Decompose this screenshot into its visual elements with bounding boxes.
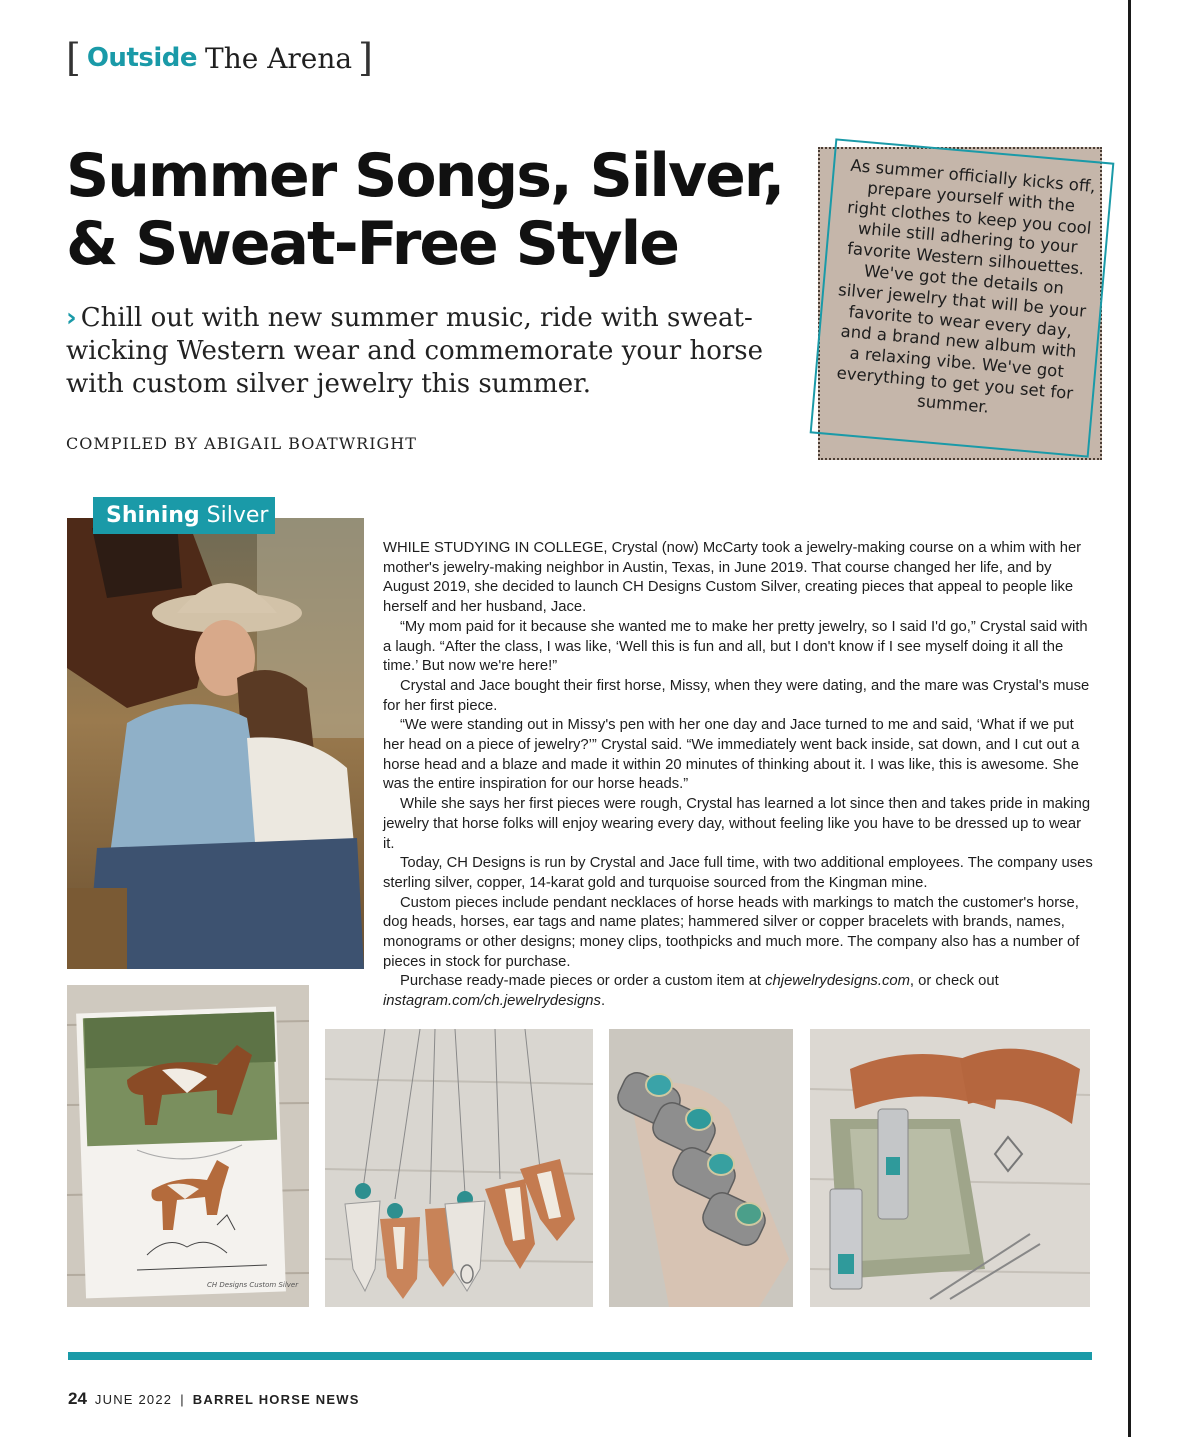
website-link[interactable]: chjewelrydesigns.com (765, 973, 910, 990)
article-paragraph: While she says her first pieces were rough, Crystal has learned a lot since then and takes pride in making jewelry that horse folks will enjoy wearing every day, without feeling like you have to be dressed up to wear it. (383, 796, 1091, 852)
chevron-right-icon: › (66, 303, 77, 333)
article-lead-in: WHILE STUDYING IN COLLEGE, (383, 540, 608, 556)
left-bracket-icon: [ (66, 36, 81, 80)
sidebar-text: As summer officially kicks off, prepare yourself with the right clothes to keep you cool while still adhering to your favorite Western silhouettes. We've got the details on silver jewelry that will be your favorite to wear every day, and a brand new album with a relaxing vibe. We've got everything to get you set for summer. (835, 155, 1097, 417)
page-edge-rule (1128, 0, 1131, 1437)
article-text: . (600, 993, 606, 1010)
horse-necklace-card-photo (67, 985, 309, 1307)
dek (66, 302, 796, 401)
card-caption: CH Designs Custom Silver (207, 1281, 299, 1289)
issue-date: JUNE 2022 (94, 1392, 173, 1407)
page-footer (68, 1389, 360, 1409)
turquoise-rings-photo (609, 1029, 793, 1307)
shining-silver-tag (93, 497, 275, 534)
article-body (383, 539, 1095, 1012)
right-bracket-icon: ] (358, 36, 373, 80)
article-text: Purchase ready-made pieces or order a custom item at (400, 973, 766, 990)
horse-head-necklaces-photo (325, 1029, 593, 1307)
magazine-name: BARREL HORSE NEWS (192, 1392, 360, 1407)
article-paragraph: Crystal and Jace bought their first horse, Missy, when they were dating, and the mare was Crystal's muse for her first piece. (383, 677, 1090, 714)
article-paragraph (383, 539, 1095, 618)
byline: COMPILED BY ABIGAIL BOATWRIGHT (66, 434, 417, 453)
article-paragraph (383, 972, 1095, 1011)
dek-text: Chill out with new summer music, ride with sweat-wicking Western wear and commemorate your horse with custom silver jewelry this summer. (66, 303, 764, 399)
section-label (66, 38, 373, 78)
instagram-link[interactable]: instagram.com/ch.jewelrydesigns (383, 993, 601, 1010)
tag-strong: Shining (106, 503, 200, 528)
headline-line-2: & Sweat-Free Style (66, 209, 678, 279)
section-label-rest: The Arena (205, 41, 353, 75)
tag-rest: Silver (206, 503, 269, 528)
article-text: Crystal (now) McCarty took a jewelry-making course on a whim with her mother's jewelry-making neighbor in Austin, Texas, in June 2019. That course changed her life, and by August 2019, she decided to launch CH Designs Custom Silver, creating pieces that appeal to people like herself and her husband, Jace. (383, 540, 1082, 616)
article-paragraph: “We were standing out in Missy's pen with her one day and Jace turned to me and said, ‘What if we put her head on a piece of jewelry?’” Crystal said. “We immediately went back inside, sat down, and I cut out a horse head and a blaze and made it within 20 minutes of thinking about it. I was like, this is awesome. She was the entire inspiration for our horse heads.” (383, 717, 1080, 793)
article-paragraph: “My mom paid for it because she wanted me to make her pretty jewelry, so I said I'd go,” Crystal said with a laugh. “After the class, I was like, ‘Well this is fun and all, but I don't know if I see myself doing it all the time.’ But now we're here!” (383, 618, 1088, 675)
couple-photo (67, 518, 364, 969)
article-text: , or check out (909, 973, 999, 990)
article-paragraph: Today, CH Designs is run by Crystal and Jace full time, with two additional employees. The company uses sterling silver, copper, 14-karat gold and turquoise sourced from the Kingman mine. (383, 855, 1093, 891)
footer-separator: | (180, 1392, 185, 1407)
copper-bracelets-moneyclip-photo (810, 1029, 1090, 1307)
headline (66, 142, 806, 278)
footer-rule (68, 1352, 1092, 1360)
section-label-strong: Outside (86, 43, 198, 73)
headline-line-1: Summer Songs, Silver, (66, 141, 784, 211)
page-number: 24 (68, 1389, 87, 1408)
article-paragraph: Custom pieces include pendant necklaces of horse heads with markings to match the customer's horse, dog heads, horses, ear tags and name plates; hammered silver or copper bracelets with brands, names, monograms or other designs; money clips, toothpicks and much more. The company also has a number of pieces in stock for purchase. (383, 894, 1080, 970)
